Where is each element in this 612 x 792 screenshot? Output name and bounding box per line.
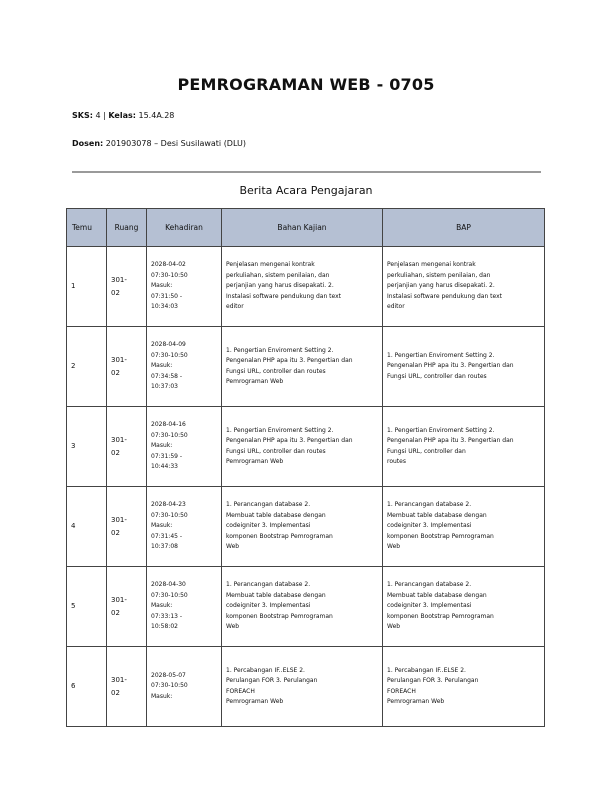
kelas-label: Kelas: <box>108 111 136 120</box>
kelas-value: 15.4A.28 <box>138 111 175 120</box>
header-ruang: Ruang <box>107 209 147 247</box>
cell-ruang: 301- 02 <box>107 247 147 327</box>
cell-bap: 1. Perancangan database 2. Membuat table database dengan codeigniter 3. Implementasi komponen Bootstrap Pemrograman Web <box>383 567 545 647</box>
cell-bahan-kajian: Penjelasan mengenai kontrak perkuliahan, sistem penilaian, dan perjanjian yang harus disepakati. 2. Instalasi software pendukung dan text editor <box>222 247 383 327</box>
cell-kehadiran: 2028-04-23 07:30-10:50 Masuk: 07:31:45 - 10:37:08 <box>147 487 222 567</box>
header-temu: Temu <box>67 209 107 247</box>
table-header-row <box>67 209 545 247</box>
section-title: Berita Acara Pengajaran <box>239 184 373 197</box>
teaching-record-table <box>66 208 545 727</box>
cell-bahan-kajian: 1. Percabangan IF..ELSE 2. Perulangan FOR 3. Perulangan FOREACH Pemrograman Web <box>222 647 383 727</box>
cell-bahan-kajian: 1. Perancangan database 2. Membuat table database dengan codeigniter 3. Implementasi komponen Bootstrap Pemrograman Web <box>222 567 383 647</box>
header-bap: BAP <box>383 209 545 247</box>
cell-ruang: 301- 02 <box>107 567 147 647</box>
cell-temu: 1 <box>67 247 107 327</box>
table-row <box>67 407 545 487</box>
table-row <box>67 567 545 647</box>
course-info <box>72 111 174 120</box>
cell-bap: 1. Pengertian Enviroment Setting 2. Pengenalan PHP apa itu 3. Pengertian dan Fungsi URL, controller dan routes <box>383 327 545 407</box>
cell-bap: 1. Percabangan IF..ELSE 2. Perulangan FOR 3. Perulangan FOREACH Pemrograman Web <box>383 647 545 727</box>
sks-label: SKS: <box>72 111 93 120</box>
dosen-value: 201903078 – Desi Susilawati (DLU) <box>105 139 247 148</box>
lecturer-info <box>72 139 246 148</box>
cell-kehadiran: 2028-04-02 07:30-10:50 Masuk: 07:31:50 - 10:34:03 <box>147 247 222 327</box>
table-row <box>67 247 545 327</box>
cell-temu: 4 <box>67 487 107 567</box>
cell-ruang: 301- 02 <box>107 487 147 567</box>
separator: | <box>103 111 106 120</box>
cell-kehadiran: 2028-04-09 07:30-10:50 Masuk: 07:34:58 - 10:37:03 <box>147 327 222 407</box>
table-row <box>67 647 545 727</box>
page-title: PEMROGRAMAN WEB - 0705 <box>177 75 435 94</box>
sks-value: 4 <box>95 111 101 120</box>
cell-temu: 5 <box>67 567 107 647</box>
header-bahan-kajian: Bahan Kajian <box>222 209 383 247</box>
cell-bahan-kajian: 1. Perancangan database 2. Membuat table database dengan codeigniter 3. Implementasi komponen Bootstrap Pemrograman Web <box>222 487 383 567</box>
cell-ruang: 301- 02 <box>107 647 147 727</box>
cell-bahan-kajian: 1. Pengertian Enviroment Setting 2. Pengenalan PHP apa itu 3. Pengertian dan Fungsi URL, controller dan routes Pemrograman Web <box>222 327 383 407</box>
cell-kehadiran: 2028-04-16 07:30-10:50 Masuk: 07:31:59 - 10:44:33 <box>147 407 222 487</box>
cell-ruang: 301- 02 <box>107 407 147 487</box>
dosen-label: Dosen: <box>72 139 104 148</box>
cell-bap: 1. Perancangan database 2. Membuat table database dengan codeigniter 3. Implementasi komponen Bootstrap Pemrograman Web <box>383 487 545 567</box>
cell-temu: 3 <box>67 407 107 487</box>
table-row <box>67 487 545 567</box>
cell-kehadiran: 2028-05-07 07:30-10:50 Masuk: <box>147 647 222 727</box>
cell-bap: Penjelasan mengenai kontrak perkuliahan, sistem penilaian, dan perjanjian yang harus disepakati. 2. Instalasi software pendukung dan text editor <box>383 247 545 327</box>
cell-bahan-kajian: 1. Pengertian Enviroment Setting 2. Pengenalan PHP apa itu 3. Pengertian dan Fungsi URL, controller dan routes Pemrograman Web <box>222 407 383 487</box>
table-row <box>67 327 545 407</box>
cell-kehadiran: 2028-04-30 07:30-10:50 Masuk: 07:33:13 - 10:58:02 <box>147 567 222 647</box>
cell-temu: 2 <box>67 327 107 407</box>
cell-ruang: 301- 02 <box>107 327 147 407</box>
header-kehadiran: Kehadiran <box>147 209 222 247</box>
cell-temu: 6 <box>67 647 107 727</box>
cell-bap: 1. Pengertian Enviroment Setting 2. Pengenalan PHP apa itu 3. Pengertian dan Fungsi URL, controller dan routes <box>383 407 545 487</box>
divider <box>72 171 541 173</box>
